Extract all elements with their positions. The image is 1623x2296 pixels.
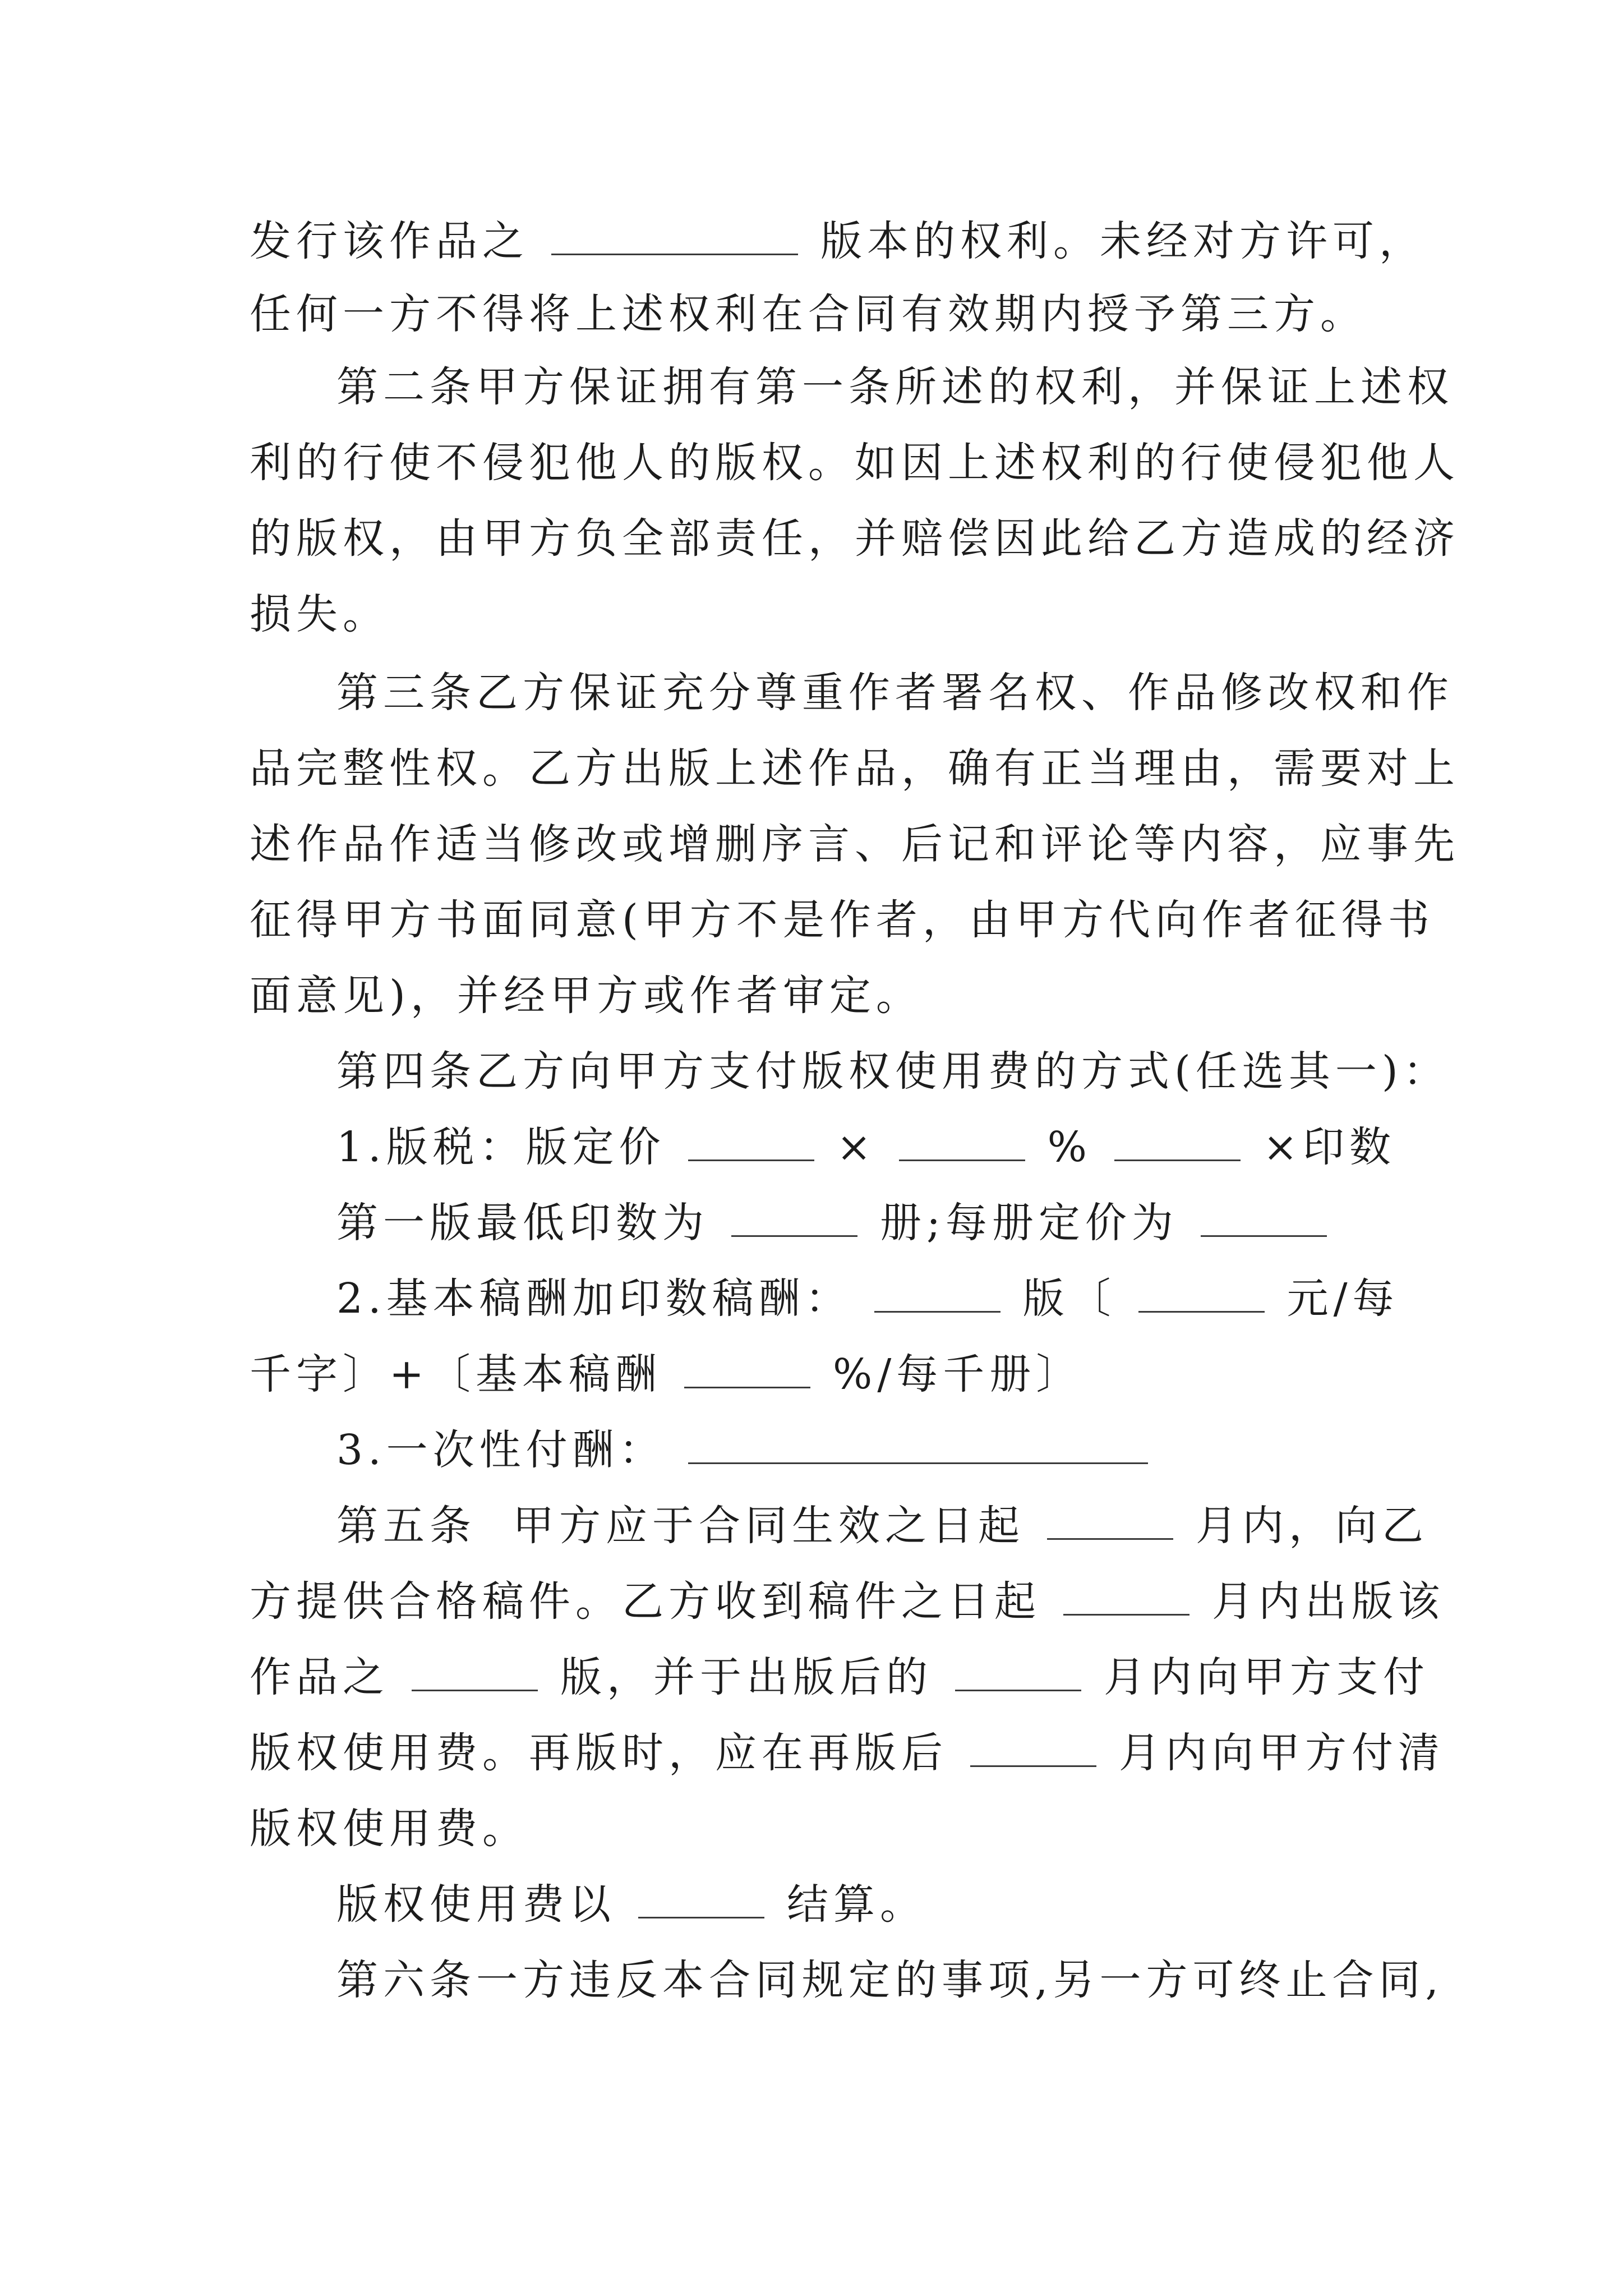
- fill-blank: [874, 1276, 1000, 1313]
- fill-blank: [684, 1352, 810, 1388]
- text-line: 第六条一方违反本合同规定的事项,另一方可终止合同,: [336, 1956, 1444, 2004]
- text-line: 第二条甲方保证拥有第一条所述的权利，并保证上述权: [336, 363, 1454, 411]
- text-segment: 发行该作品之: [250, 217, 529, 265]
- text-line: 任何一方不得将上述权利在合同有效期内授予第三方。: [250, 290, 1367, 338]
- text-line: 的版权，由甲方负全部责任，并赔偿因此给乙方造成的经济: [250, 514, 1460, 563]
- text-line: 征得甲方书面同意(甲方不是作者，由甲方代向作者征得书: [250, 896, 1435, 944]
- fill-blank: [899, 1125, 1025, 1161]
- text-line: [250, 1573, 1445, 1630]
- text-line: [250, 1346, 1388, 1402]
- text-segment: 第一版最低印数为: [336, 1199, 709, 1247]
- text-line: 损失。: [250, 590, 389, 638]
- fill-blank: [1201, 1200, 1327, 1237]
- text-line: [250, 213, 1426, 269]
- text-segment: 月内向甲方付清: [1119, 1729, 1445, 1777]
- text-line: 品完整性权。乙方出版上述作品，确有正当理由，需要对上: [250, 744, 1460, 793]
- fill-blank: [638, 1882, 764, 1918]
- text-segment: 版本的权利。未经对方许可，: [820, 217, 1426, 265]
- text-line: [336, 1195, 1475, 1251]
- text-line: [336, 1876, 1475, 1932]
- text-segment: 版权使用费。再版时，应在再版后: [250, 1729, 948, 1777]
- fill-blank: [688, 1125, 814, 1161]
- text-line: 第三条乙方保证充分尊重作者署名权、作品修改权和作: [336, 669, 1454, 717]
- text-segment: ×: [836, 1123, 877, 1171]
- text-segment: 千字〕+〔基本稿酬: [250, 1350, 662, 1398]
- fill-blank: [955, 1655, 1081, 1691]
- fill-blank: [1138, 1276, 1265, 1313]
- text-line: [336, 1498, 1475, 1554]
- text-segment: 3.一次性付酬：: [336, 1426, 666, 1474]
- fill-blank: [688, 1428, 1148, 1464]
- text-line: 面意见)，并经甲方或作者审定。: [250, 972, 923, 1020]
- text-line: 版权使用费。: [250, 1805, 529, 1853]
- text-segment: 结算。: [787, 1880, 926, 1929]
- text-line: 述作品作适当修改或增删序言、后记和评论等内容，应事先: [250, 820, 1460, 868]
- text-line: 第四条乙方向甲方支付版权使用费的方式(任选其一)：: [336, 1047, 1450, 1096]
- text-segment: 1.版税：版定价: [336, 1123, 666, 1171]
- text-line: [250, 1649, 1430, 1705]
- fill-blank: [1063, 1579, 1189, 1616]
- text-line: [336, 1422, 1475, 1478]
- text-segment: %/每千册〕: [833, 1350, 1083, 1398]
- text-segment: ×印数: [1262, 1123, 1396, 1171]
- fill-blank: [1047, 1503, 1173, 1540]
- text-line: [250, 1725, 1445, 1781]
- text-segment: 版〔: [1022, 1274, 1116, 1323]
- text-segment: 月内，向乙: [1196, 1502, 1429, 1550]
- text-line: [336, 1119, 1475, 1175]
- text-line: 利的行使不侵犯他人的版权。如因上述权利的行使侵犯他人: [250, 439, 1460, 487]
- fill-blank: [412, 1655, 538, 1691]
- text-segment: 月内向甲方支付: [1104, 1653, 1430, 1701]
- text-segment: 方提供合格稿件。乙方收到稿件之日起: [250, 1577, 1041, 1626]
- text-line: [336, 1271, 1475, 1327]
- fill-blank: [731, 1200, 857, 1237]
- fill-blank: [970, 1731, 1096, 1767]
- text-segment: 第五条 甲方应于合同生效之日起: [336, 1502, 1025, 1550]
- text-segment: %: [1047, 1123, 1092, 1171]
- text-segment: 版权使用费以: [336, 1880, 616, 1929]
- fill-blank: [1114, 1125, 1241, 1161]
- text-segment: 月内出版该: [1212, 1577, 1445, 1626]
- text-segment: 册;每册定价为: [880, 1199, 1178, 1247]
- text-segment: 元/每: [1287, 1274, 1399, 1323]
- text-segment: 2.基本稿酬加印数稿酬：: [336, 1274, 852, 1323]
- fill-blank: [551, 219, 798, 255]
- text-segment: 版，并于出版后的: [560, 1653, 933, 1701]
- text-segment: 作品之: [250, 1653, 389, 1701]
